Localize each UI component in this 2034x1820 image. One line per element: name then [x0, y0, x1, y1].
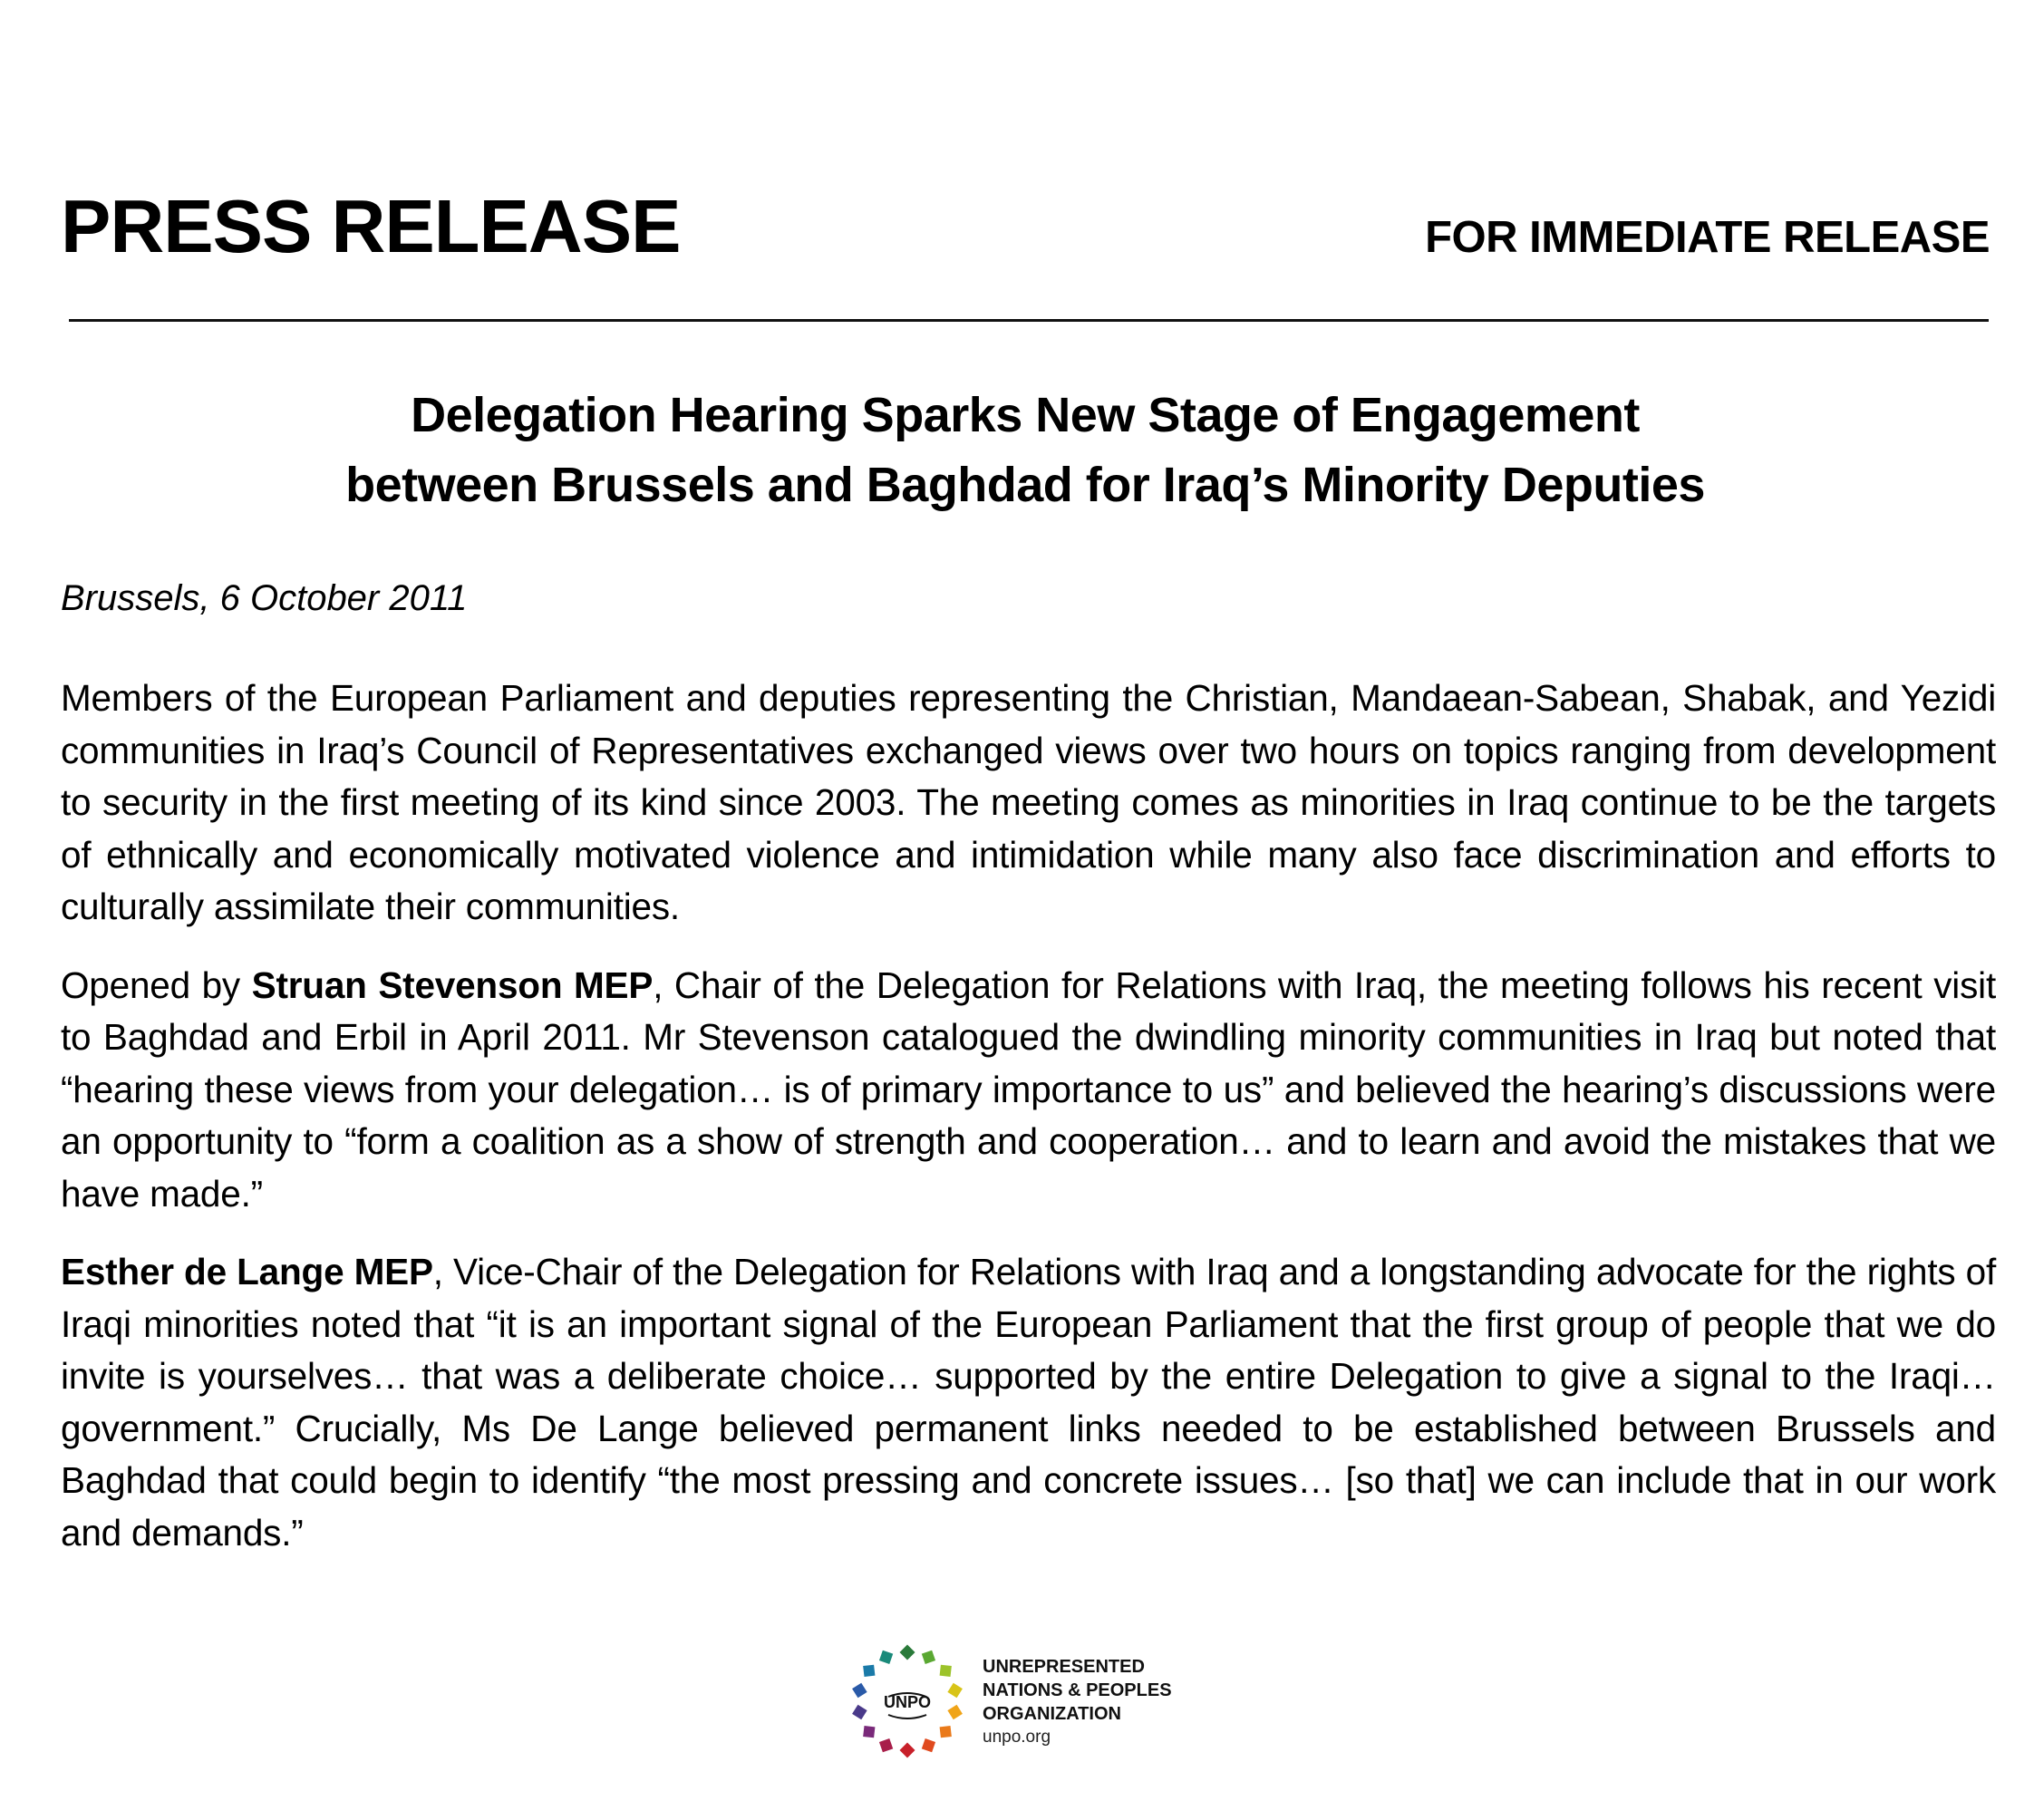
logo-url: unpo.org: [983, 1728, 1051, 1747]
speaker-name-stevenson: Struan Stevenson MEP: [251, 963, 654, 1006]
logo-ring-segment: [940, 1726, 952, 1738]
headline: [61, 381, 1990, 520]
headline-line-2: between Brussels and Baghdad for Iraq’s Minority Deputies: [345, 458, 1705, 512]
paragraph-3-text: , Vice-Chair of the Delegation for Relations with Iraq and a longstanding advocate for the rights of Iraqi minorities noted that “it is an important signal of the European Parliament that the first group of people that we do invite is yourselves… that was a deliberate choice… supported by the entire Delegation to give a signal to the Iraqi… government.” Crucially, Ms De Lange believed permanent links needed to be established between Brussels and Baghdad that could begin to identify “the most pressing and concrete issues… [so that] we can include that in our work and demands.”: [61, 1251, 1997, 1554]
logo-ring-segment: [852, 1705, 867, 1720]
speaker-name-de-lange: Esther de Lange MEP: [61, 1251, 433, 1292]
logo-ring-segment: [879, 1738, 893, 1752]
logo-ring-segment: [879, 1651, 893, 1664]
paragraph-2-lead: Opened by: [61, 963, 252, 1006]
headline-line-1: Delegation Hearing Sparks New Stage of Engagement: [411, 388, 1640, 442]
logo-ring-segment: [922, 1651, 935, 1664]
logo-ring-segment: [900, 1743, 915, 1758]
logo-ring-segment: [940, 1665, 952, 1677]
paragraph-3: [61, 1246, 1996, 1559]
logo-ring-segment: [863, 1726, 875, 1738]
paragraph-2: [61, 960, 1996, 1221]
logo-ring-segment: [947, 1683, 963, 1699]
logo-line-2: NATIONS & PEOPLES: [983, 1680, 1172, 1700]
logo-ring-segment: [922, 1738, 935, 1752]
logo-ring-segment: [852, 1683, 867, 1699]
logo-line-3: ORGANIZATION: [983, 1704, 1121, 1724]
header: [61, 181, 1990, 281]
logo-ring-segment: [947, 1705, 963, 1720]
article-body: [61, 673, 1996, 1585]
unpo-ring-icon: [848, 1642, 966, 1760]
paragraph-2-text: , Chair of the Delegation for Relations with Iraq, the meeting follows his recent visit to Baghdad and Erbil in April 2011. Mr Stevenson catalogued the dwindling minority communities in Iraq but noted that “hearing these views from your delegation… is of primary importance to us” and believed the hearing’s discussions were an opportunity to “form a coalition as a show of strength and cooperation… and to learn and avoid the mistakes that we have made.”: [61, 963, 1996, 1215]
unpo-logo: [848, 1642, 1229, 1769]
logo-line-1: UNREPRESENTED: [983, 1657, 1145, 1677]
paragraph-1: Members of the European Parliament and deputies representing the Christian, Mandaean-Sabean, Shabak, and Yezidi communities in Iraq’s Council of Representatives exchanged views over two hours on topics ranging from development to security in the first meeting of its kind since 2003. The meeting comes as minorities in Iraq continue to be the targets of ethnically and economically motivated violence and intimidation while many also face discrimination and efforts to culturally assimilate their communities.: [61, 677, 1996, 927]
header-divider: [69, 319, 1989, 322]
logo-mark-text: UNPO: [883, 1693, 932, 1711]
dateline: Brussels, 6 October 2011: [61, 578, 468, 618]
logo-wordmark: [983, 1655, 1172, 1749]
page-title: PRESS RELEASE: [61, 184, 681, 268]
release-note: FOR IMMEDIATE RELEASE: [1425, 213, 1990, 262]
logo-ring-segment: [863, 1665, 875, 1677]
logo-ring-segment: [900, 1645, 915, 1660]
